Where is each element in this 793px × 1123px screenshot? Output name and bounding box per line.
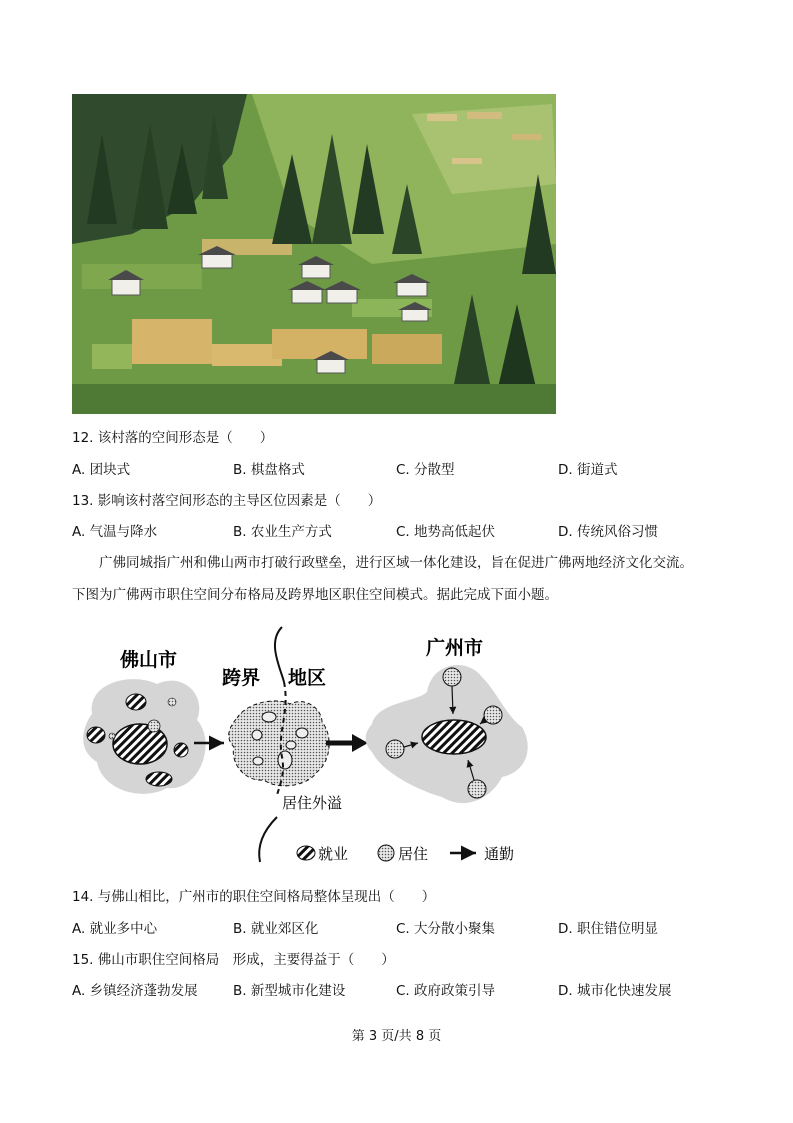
- q15-option-a[interactable]: A. 乡镇经济蓬勃发展: [72, 983, 198, 999]
- legend-work-label: 就业: [318, 845, 349, 863]
- guangzhou-residence: [386, 740, 404, 758]
- guangzhou-residence: [468, 780, 486, 798]
- foshan-residence: [109, 733, 115, 739]
- q15-option-d[interactable]: D. 城市化快速发展: [558, 983, 672, 999]
- legend-work-swatch: [297, 846, 315, 860]
- commute-pattern-diagram: [72, 622, 552, 868]
- village-photo: [72, 94, 556, 414]
- q12-option-a[interactable]: A. 团块式: [72, 462, 131, 478]
- diagram-graphic: [72, 622, 552, 868]
- foshan-residence: [148, 720, 160, 732]
- question-15-stem: 15. 佛山市职住空间格局 形成，主要得益于（ ）: [72, 952, 395, 968]
- label-foshan: 佛山市: [120, 649, 178, 671]
- foshan-residence: [168, 698, 176, 706]
- q14-option-b[interactable]: B. 就业郊区化: [233, 921, 319, 937]
- cross-border-region: [229, 701, 329, 786]
- legend-commute-label: 通勤: [484, 845, 515, 863]
- boundary-line-top: [275, 627, 284, 682]
- label-guangzhou: 广州市: [426, 637, 484, 659]
- q15-option-b[interactable]: B. 新型城市化建设: [233, 983, 346, 999]
- label-cross-right: 地区: [288, 667, 327, 689]
- passage-line-2: 下图为广佛两市职住空间分布格局及跨界地区职住空间模式。据此完成下面小题。: [72, 587, 558, 603]
- question-12-stem: 12. 该村落的空间形态是（ ）: [72, 430, 274, 446]
- q15-option-c[interactable]: C. 政府政策引导: [396, 983, 496, 999]
- guangzhou-residence: [484, 706, 502, 724]
- page-footer: 第 3 页/共 8 页: [351, 1029, 442, 1044]
- q12-option-d[interactable]: D. 街道式: [558, 462, 618, 478]
- foshan-subcenter: [146, 772, 172, 786]
- foshan-subcenter: [174, 743, 188, 757]
- border-residence: [262, 712, 276, 722]
- passage-line-1: 广佛同城指广州和佛山两市打破行政壁垒，进行区域一体化建设，旨在促进广佛两地经济文化交流。: [99, 555, 693, 571]
- arrow-border-to-guangzhou-head: [352, 734, 368, 752]
- border-residence: [252, 730, 262, 740]
- guangzhou-employment-center: [422, 720, 486, 754]
- q13-option-c[interactable]: C. 地势高低起伏: [396, 524, 496, 540]
- q12-option-c[interactable]: C. 分散型: [396, 462, 455, 478]
- question-14-stem: 14. 与佛山相比，广州市的职住空间格局整体呈现出（ ）: [72, 889, 436, 905]
- border-residence: [253, 757, 263, 765]
- border-residence: [278, 751, 292, 769]
- guangzhou-residence: [443, 668, 461, 686]
- border-residence: [296, 728, 308, 738]
- question-13-stem: 13. 影响该村落空间形态的主导区位因素是（ ）: [72, 493, 382, 509]
- q13-option-a[interactable]: A. 气温与降水: [72, 524, 158, 540]
- foshan-subcenter: [126, 694, 146, 710]
- q14-option-c[interactable]: C. 大分散小聚集: [396, 921, 496, 937]
- q13-option-d[interactable]: D. 传统风俗习惯: [558, 524, 658, 540]
- foshan-subcenter: [87, 727, 105, 743]
- q12-option-b[interactable]: B. 棋盘格式: [233, 462, 305, 478]
- q13-option-b[interactable]: B. 农业生产方式: [233, 524, 332, 540]
- border-residence: [286, 741, 296, 749]
- legend-live-label: 居住: [398, 845, 429, 863]
- boundary-line-bottom: [259, 817, 277, 862]
- q14-option-a[interactable]: A. 就业多中心: [72, 921, 158, 937]
- label-cross-left: 跨界: [222, 667, 261, 689]
- village-photo-graphic: [72, 94, 556, 414]
- q14-option-d[interactable]: D. 职住错位明显: [558, 921, 658, 937]
- legend-live-swatch: [378, 845, 394, 861]
- label-residential-overflow: 居住外溢: [282, 794, 343, 812]
